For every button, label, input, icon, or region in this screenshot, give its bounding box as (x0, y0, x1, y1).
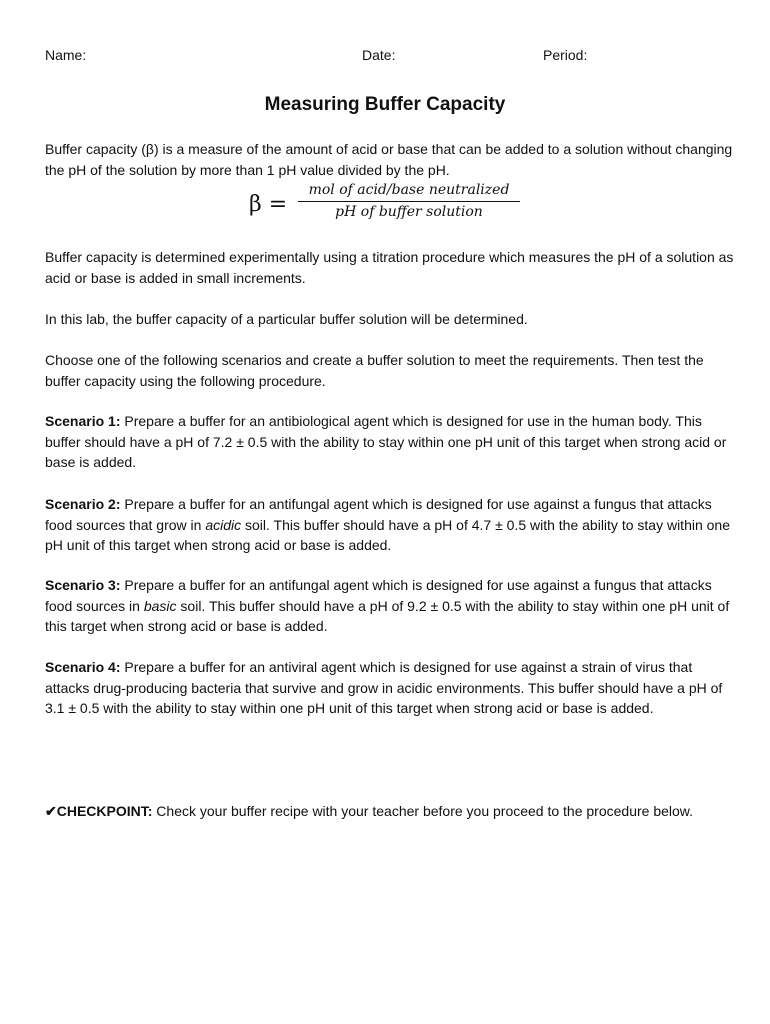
scenario-2-emphasis: acidic (205, 516, 242, 533)
checkpoint-label: ✔CHECKPOINT: (45, 803, 153, 819)
scenario-2-text-b: soil. This buffer should have a pH of 4.7 ± 0.5 with the ability to stay within one pH unit of this target when strong acid or base is added. (45, 516, 730, 553)
scenario-2-text-a: Prepare a buffer for an antifungal agent which is designed for use against a fungus that attacks food sources that grow in (45, 496, 712, 533)
intro-paragraph: Buffer capacity (β) is a measure of the amount of acid or base that can be added to a solution without changing the pH of the solution by more than 1 pH value divided by the pH. (45, 141, 733, 178)
period-label: Period: (543, 47, 588, 63)
scenario-3-text-b: soil. This buffer should have a pH of 9.2 ± 0.5 with the ability to stay within one pH unit of this target when strong acid or base is added. (45, 597, 730, 634)
checkpoint-paragraph (45, 801, 735, 822)
scenario-1-text: Prepare a buffer for an antibiological agent which is designed for use in the human body. This buffer should have a pH of 7.2 ± 0.5 with the ability to stay within one pH unit of this target when strong acid or base is added. (45, 413, 727, 470)
scenario-3 (45, 575, 735, 637)
scenario-3-emphasis: basic (143, 597, 177, 614)
checkpoint-text: Check your buffer recipe with your teacher before you proceed to the procedure below. (152, 803, 694, 819)
scenario-4 (45, 657, 735, 719)
scenario-4-text: Prepare a buffer for an antiviral agent which is designed for use against a strain of virus that attacks drug-producing bacteria that survive and grow in acidic environments. This buffer should have a pH of 3.1 ± 0.5 with the ability to stay within one pH unit of this target when strong acid or base is added. (45, 659, 723, 716)
date-label: Date: (362, 47, 396, 63)
scenario-3-label: Scenario 3: (45, 577, 121, 593)
lab-paragraph: In this lab, the buffer capacity of a particular buffer solution will be determined. (45, 311, 528, 327)
formula-numerator: mol of acid/base neutralized (308, 182, 510, 198)
name-label: Name: (45, 47, 87, 63)
scenario-4-label: Scenario 4: (45, 659, 121, 675)
scenario-3-text-a: Prepare a buffer for an antifungal agent which is designed for use against a fungus that attacks food sources in (45, 577, 712, 614)
formula-lhs: β = (249, 192, 288, 217)
choose-paragraph: Choose one of the following scenarios and create a buffer solution to meet the requirements. Then test the buffer capacity using the following procedure. (45, 352, 704, 389)
page-title: Measuring Buffer Capacity (264, 94, 506, 115)
scenario-2-label: Scenario 2: (45, 496, 121, 512)
scenario-1 (45, 411, 735, 473)
buffer-capacity-formula (0, 180, 770, 230)
formula-fraction (298, 182, 520, 220)
scenario-2 (45, 494, 735, 556)
determination-paragraph: Buffer capacity is determined experimentally using a titration procedure which measures the pH of a solution as acid or base is added in small increments. (45, 249, 734, 286)
scenario-1-label: Scenario 1: (45, 413, 121, 429)
formula-denominator: pH of buffer solution (335, 204, 483, 220)
